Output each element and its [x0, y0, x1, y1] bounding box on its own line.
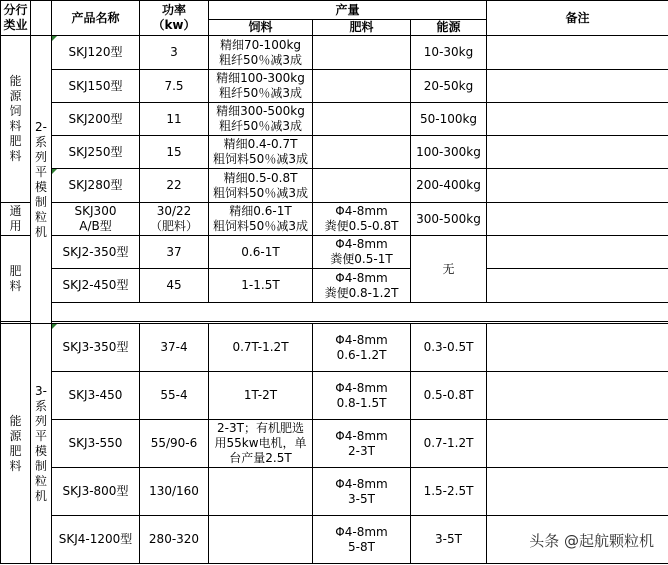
- table-row-feed: 精细0.5-0.8T 粗饲料50％减3成: [209, 169, 313, 203]
- table-row-fertilizer: Φ4-8mm 粪便0.8-1.2T: [313, 269, 411, 303]
- table-row-power: 37: [140, 236, 209, 269]
- table-row-feed: 精细0.6-1T 粗饲料50％减3成: [209, 203, 313, 236]
- table-row-fertilizer: Φ4-8mm 粪便0.5-1T: [313, 236, 411, 269]
- table-row-remarks: [487, 36, 668, 70]
- group-fertilizer-label: 肥料: [9, 263, 22, 293]
- group-fertilizer: [1, 236, 31, 322]
- table-row-model: SKJ3-450: [52, 372, 140, 420]
- header-energy: 能源: [411, 20, 487, 36]
- comment-marker: [52, 324, 57, 329]
- table-row-energy: 1.5-2.5T: [411, 468, 487, 516]
- table-row-power: 130/160: [140, 468, 209, 516]
- table-row-feed: 0.7T-1.2T: [209, 324, 313, 372]
- table-row-power: 45: [140, 269, 209, 303]
- table-row-remarks: [487, 236, 668, 269]
- header-product-name: 产品名称: [52, 1, 140, 36]
- table-row-feed: 1-1.5T: [209, 269, 313, 303]
- table-row-fertilizer: Φ4-8mm 5-8T: [313, 516, 411, 564]
- table-row-power: 22: [140, 169, 209, 203]
- header-power: [140, 1, 209, 36]
- table-row-feed: [209, 516, 313, 564]
- table-row-feed: 精细100-300kg 粗纤50％减3成: [209, 70, 313, 103]
- table-row-energy: 100-300kg: [411, 136, 487, 169]
- table-row-fertilizer: Φ4-8mm 3-5T: [313, 468, 411, 516]
- header-output: 产量: [209, 1, 487, 20]
- table-row-energy: 3-5T: [411, 516, 487, 564]
- table-row-feed: 精细70-100kg 粗纤50％减3成: [209, 36, 313, 70]
- comment-marker: [52, 169, 57, 174]
- table-row-energy: 50-100kg: [411, 103, 487, 136]
- comment-marker: [52, 36, 57, 41]
- group-energy-fertilizer: [1, 324, 31, 564]
- table-row-model: SKJ3-550: [52, 420, 140, 468]
- table-row-fertilizer: [313, 136, 411, 169]
- table-row-energy: 0.3-0.5T: [411, 324, 487, 372]
- group-series-2: [31, 36, 52, 324]
- table-row-fertilizer: Φ4-8mm 0.6-1.2T: [313, 324, 411, 372]
- table-row-model: SKJ250型: [52, 136, 140, 169]
- table-row-feed: 精细300-500kg 粗纤50％减3成: [209, 103, 313, 136]
- group-energy-fertilizer-label: 能源肥料: [9, 413, 22, 473]
- table-row-remarks: [487, 468, 668, 516]
- table-row-model: SKJ150型: [52, 70, 140, 103]
- table-row-power: 11: [140, 103, 209, 136]
- table-row-energy: 10-30kg: [411, 36, 487, 70]
- table-row-model: SKJ280型: [52, 169, 140, 203]
- group-series-3: [31, 324, 52, 564]
- table-row-model: SKJ3-350型: [52, 324, 140, 372]
- group-general: [1, 203, 31, 236]
- table-row-power: 3: [140, 36, 209, 70]
- table-row-fertilizer: [313, 169, 411, 203]
- table-row-model: SKJ2-450型: [52, 269, 140, 303]
- table-row-model: SKJ3-800型: [52, 468, 140, 516]
- group-energy-feed-fertilizer-label: 能源饲料肥料: [9, 74, 22, 163]
- header-category: 分行类业: [1, 1, 31, 36]
- table-row-feed: 0.6-1T: [209, 236, 313, 269]
- group-energy-feed-fertilizer: [1, 36, 31, 203]
- table-row-feed: 精细0.4-0.7T 粗饲料50％减3成: [209, 136, 313, 169]
- table-row-remarks: [487, 70, 668, 103]
- table-row-power: 55-4: [140, 372, 209, 420]
- table-row-model: SKJ200型: [52, 103, 140, 136]
- table-row-power: 15: [140, 136, 209, 169]
- table-row-power: 7.5: [140, 70, 209, 103]
- table-row-energy: 无: [411, 236, 487, 303]
- table-row-feed: 1T-2T: [209, 372, 313, 420]
- table-row-fertilizer: [313, 103, 411, 136]
- table-row-power: 55/90-6: [140, 420, 209, 468]
- table-row-remarks: [487, 372, 668, 420]
- table-row-fertilizer: Φ4-8mm 2-3T: [313, 420, 411, 468]
- table-row-energy: 0.5-0.8T: [411, 372, 487, 420]
- table-row-remarks: [487, 324, 668, 372]
- watermark: 头条 @起航颗粒机: [529, 532, 654, 550]
- header-feed: 饲料: [209, 20, 313, 36]
- table-row-fertilizer: [313, 70, 411, 103]
- table-row-energy: 0.7-1.2T: [411, 420, 487, 468]
- table-row-fertilizer: [313, 36, 411, 70]
- group-general-label: 通用: [9, 204, 22, 233]
- table-row-energy: 300-500kg: [411, 203, 487, 236]
- table-row-power: 280-320: [140, 516, 209, 564]
- table-row-remarks: [487, 169, 668, 203]
- table-row-model: SKJ4-1200型: [52, 516, 140, 564]
- empty-row: [52, 303, 668, 322]
- table-row-remarks: [487, 136, 668, 169]
- group-series-2-label: 2-系列平模制粒机: [34, 119, 47, 239]
- group-series-3-label: 3-系列平模制粒机: [34, 383, 47, 503]
- table-row-remarks: [487, 203, 668, 236]
- table-row-fertilizer: Φ4-8mm 0.8-1.5T: [313, 372, 411, 420]
- table-row-model: SKJ300 A/B型: [52, 203, 140, 236]
- table-row-model: SKJ120型: [52, 36, 140, 70]
- table-row-model: SKJ2-350型: [52, 236, 140, 269]
- table-row-power: 37-4: [140, 324, 209, 372]
- table-row-remarks: [487, 420, 668, 468]
- header-blank: [31, 1, 52, 36]
- table-row-energy: 200-400kg: [411, 169, 487, 203]
- header-fertilizer: 肥料: [313, 20, 411, 36]
- table-row-remarks: [487, 269, 668, 303]
- header-remarks: 备注: [487, 1, 668, 36]
- header-power-unit: （kw）: [152, 18, 196, 32]
- table-row-power: 30/22 （肥料）: [140, 203, 209, 236]
- table-row-remarks: [487, 103, 668, 136]
- header-power-label: 功率: [161, 3, 186, 17]
- table-row-fertilizer: Φ4-8mm 粪便0.5-0.8T: [313, 203, 411, 236]
- table-row-feed: 2-3T；有机肥选 用55kw电机，单 台产量2.5T: [209, 420, 313, 468]
- table-row-energy: 20-50kg: [411, 70, 487, 103]
- table-row-feed: [209, 468, 313, 516]
